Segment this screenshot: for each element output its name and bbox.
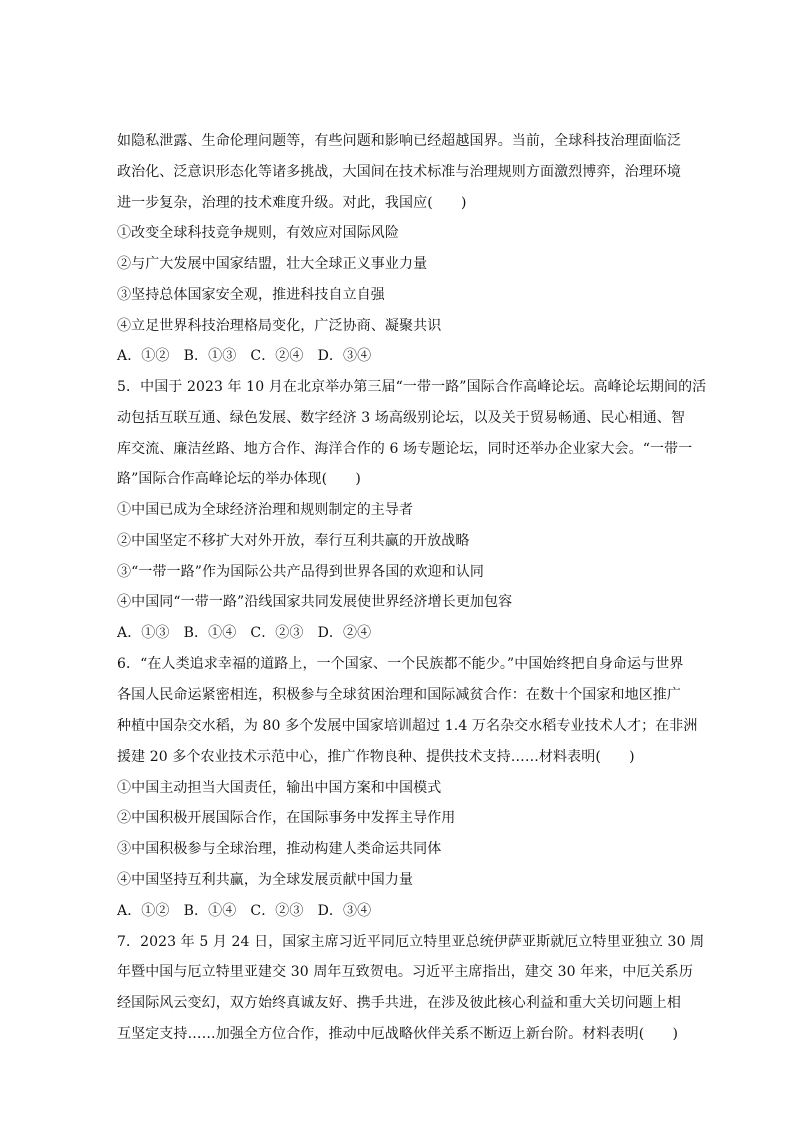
q5-options: A．①③ B．①④ C．②③ D．②④: [117, 625, 372, 641]
q5-statement-2: ②中国坚定不移扩大对外开放，奉行互利共赢的开放战略: [117, 533, 470, 549]
q4-options: A．①② B．①③ C．②④ D．③④: [117, 348, 372, 364]
q6-statement-4: ④中国坚持互利共赢，为全球发展贡献中国力量: [117, 872, 414, 888]
q5-stem-line-3: 库交流、廉洁丝路、地方合作、海洋合作的 6 场专题论坛，同时还举办企业家大会。“一带一: [117, 441, 693, 457]
q7-stem-line-4: 互坚定支持……加强全方位合作，推动中厄战略伙伴关系不断迈上新台阶。材料表明( ): [117, 1026, 679, 1042]
q6-stem-line-1: 6．“在人类追求幸福的道路上，一个国家、一个民族都不能少。”中国始终把自身命运与世界: [117, 656, 684, 672]
q5-statement-1: ①中国已成为全球经济治理和规则制定的主导者: [117, 502, 414, 518]
q5-stem-line-1: 5．中国于 2023 年 10 月在北京举办第三届“一带一路”国际合作高峰论坛。高峰论坛期间的活: [117, 379, 707, 395]
q6-options: A．①② B．①④ C．②③ D．③④: [117, 903, 372, 919]
q5-statement-4: ④中国同“一带一路”沿线国家共同发展使世界经济增长更加包容: [117, 594, 513, 610]
q4-stem-line-3: 进一步复杂，治理的技术难度升级。对此，我国应( ): [117, 195, 467, 211]
q5-stem-line-2: 动包括互联互通、绿色发展、数字经济 3 场高级别论坛，以及关于贸易畅通、民心相通、智: [117, 410, 686, 426]
q6-statement-3: ③中国积极参与全球治理，推动构建人类命运共同体: [117, 841, 442, 857]
q7-stem-line-3: 经国际风云变幻，双方始终真诚友好、携手共进，在涉及彼此核心利益和重大关切问题上相: [117, 995, 681, 1011]
q4-statement-4: ④立足世界科技治理格局变化，广泛协商、凝聚共识: [117, 318, 442, 334]
q6-stem-line-3: 种植中国杂交水稻，为 80 多个发展中国家培训超过 1.4 万名杂交水稻专业技术人才；在非洲: [117, 718, 698, 734]
q4-statement-1: ①改变全球科技竞争规则，有效应对国际风险: [117, 225, 399, 241]
q6-statement-1: ①中国主动担当大国责任，输出中国方案和中国模式: [117, 780, 442, 796]
q6-stem-line-2: 各国人民命运紧密相连，积极参与全球贫困治理和国际减贫合作：在数十个国家和地区推广: [117, 687, 681, 703]
q6-stem-line-4: 援建 20 多个农业技术示范中心，推广作物良种、提供技术支持……材料表明( ): [117, 749, 635, 765]
q5-statement-3: ③“一带一路”作为国际公共产品得到世界各国的欢迎和认同: [117, 564, 485, 580]
q5-stem-line-4: 路”国际合作高峰论坛的举办体现( ): [117, 471, 361, 487]
q7-stem-line-2: 年暨中国与厄立特里亚建交 30 周年互致贺电。习近平主席指出，建交 30 年来，中厄关系历: [117, 964, 693, 980]
q7-stem-line-1: 7．2023 年 5 月 24 日，国家主席习近平同厄立特里亚总统伊萨亚斯就厄立特里亚独立 30 周: [117, 934, 705, 950]
q4-statement-2: ②与广大发展中国家结盟，壮大全球正义事业力量: [117, 256, 428, 272]
q4-stem-line-1: 如隐私泄露、生命伦理问题等，有些问题和影响已经超越国界。当前，全球科技治理面临泛: [117, 133, 681, 149]
q4-statement-3: ③坚持总体国家安全观，推进科技自立自强: [117, 287, 385, 303]
q6-statement-2: ②中国积极开展国际合作，在国际事务中发挥主导作用: [117, 810, 456, 826]
q4-stem-line-2: 政治化、泛意识形态化等诸多挑战，大国间在技术标准与治理规则方面激烈博弈，治理环境: [117, 164, 681, 180]
